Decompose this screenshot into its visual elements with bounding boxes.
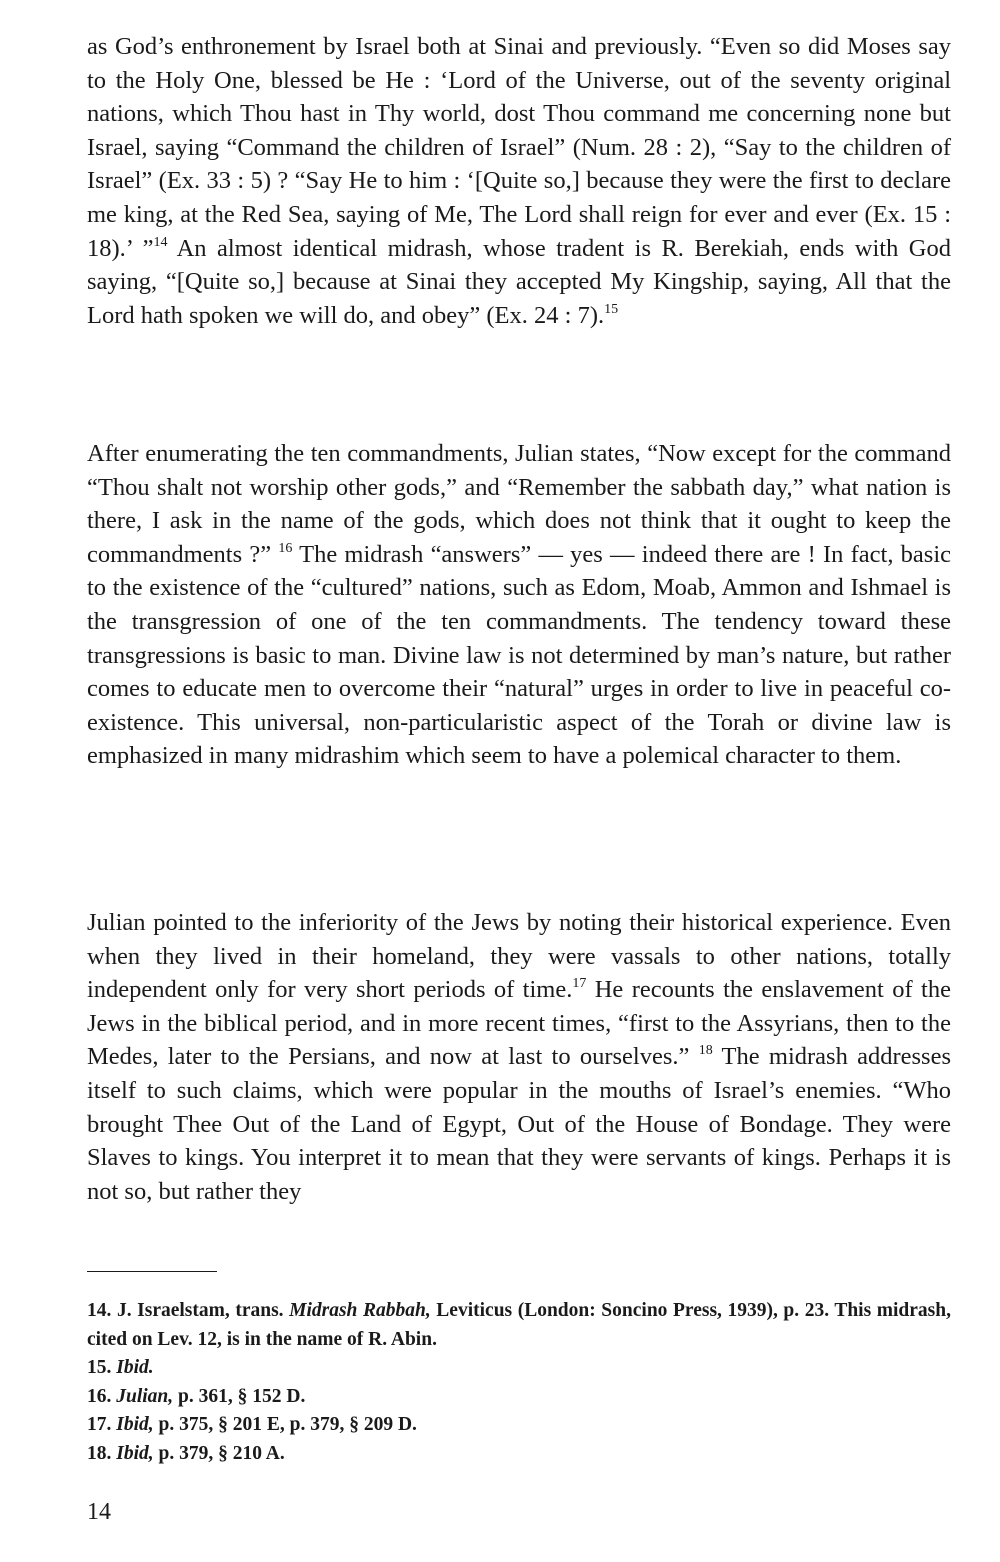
footnote-reference-marker: 16 — [278, 540, 293, 556]
italic-title: Julian, — [116, 1385, 174, 1407]
italic-title: Ibid, — [116, 1442, 154, 1464]
italic-title: Ibid, — [116, 1414, 154, 1435]
text-run: The midrash “answers” — yes — indeed there are ! In fact, basic to the existence of the “cultured” nations, such as Edom, Moab, Ammon and Ishmael is the transgression of one of the ten commandments. The tendency toward these transgressions is basic to man. Divine law is not determined by man’s nature, but rather comes to educate men to overcome their “natural” urges in order to live in peaceful co-existence. This universal, non-particularistic aspect of the Torah or divine law is emphasized in many midrashim which seem to have a polemical character to them. — [87, 540, 951, 770]
footnote-reference-marker: 15 — [604, 301, 619, 317]
text-run: p. 379, § 210 A. — [153, 1442, 285, 1464]
text-run: as God’s enthronement by Israel both at Sinai and previously. “Even so did Moses say to the Holy One, blessed be He : ‘Lord of the Universe, out of the seventy original nations, which Thou hast in Thy world, dost Thou command me concerning none but Israel, saying “Command the children of Israel” (Num. 28 : 2), “Say to the children of Israel” (Ex. 33 : 5) ? “Say He to him : ‘[Quite so,] because they were the first to declare me king, at the Red Sea, saying of Me, The Lord shall reign for ever and ever (Ex. 15 : 18).’ ” — [87, 33, 951, 262]
italic-title: Midrash Rabbah, — [289, 1300, 431, 1321]
text-run: p. 361, § 152 D. — [173, 1385, 306, 1407]
text-run: Julian pointed to the inferiority of the Jews by noting their historical experience. Even when they lived in their homeland, they were vassals to other nations, totally independent only for very short periods of time. — [87, 909, 951, 1004]
body-paragraph-2 — [87, 437, 951, 773]
footnote-reference-marker: 18 — [698, 1043, 713, 1059]
text-run: After enumerating the ten commandments, Julian states, “Now except for the command “Thou shalt not worship other gods,” and “Remember the sabbath day,” what nation is there, I ask in the name of the gods, which does not think that it ought to keep the commandments ?” — [87, 440, 951, 568]
footnote-reference-marker: 14 — [153, 234, 168, 250]
footnote-4 — [87, 1411, 951, 1440]
text-run: 18. — [87, 1442, 117, 1464]
text-run: The midrash addresses itself to such claims, which were popular in the mouths of Israel’s enemies. “Who brought Thee Out of the Land of Egypt, Out of the House of Bondage. They were Slaves to kings. You interpret it to mean that they were servants of kings. Perhaps it is not so, but rather they — [87, 1043, 951, 1205]
footnote-2 — [87, 1354, 951, 1383]
footnote-1 — [87, 1297, 951, 1354]
text-run: Leviticus (London: Soncino Press, 1939), p. 23. This midrash, cited on Lev. 12, is in the name of R. Abin. — [87, 1300, 951, 1350]
body-paragraph-3 — [87, 906, 951, 1208]
body-paragraph-1 — [87, 30, 951, 332]
footnote-3 — [87, 1383, 951, 1412]
text-run: 14. J. Israelstam, trans. — [87, 1300, 290, 1321]
text-run: p. 375, § 201 E, p. 379, § 209 D. — [153, 1414, 417, 1435]
page-number: 14 — [87, 1499, 111, 1525]
footnotes-block — [87, 1297, 951, 1468]
text-run: 17. — [87, 1414, 117, 1435]
text-run: He recounts the enslavement of the Jews in the biblical period, and in more recent times, “first to the Assyrians, then to the Medes, later to the Persians, and now at last to ourselves.” — [87, 976, 951, 1071]
footnote-reference-marker: 17 — [572, 976, 587, 992]
footnote-separator-rule — [87, 1271, 217, 1272]
footnote-5 — [87, 1440, 951, 1469]
text-run: An almost identical midrash, whose tradent is R. Berekiah, ends with God saying, “[Quite so,] because at Sinai they accepted My Kingship, saying, All that the Lord hath spoken we will do, and obey” (Ex. 24 : 7). — [87, 234, 951, 329]
text-run: 15. — [87, 1357, 117, 1378]
text-run: 16. — [87, 1385, 117, 1407]
italic-title: Ibid. — [116, 1357, 154, 1378]
